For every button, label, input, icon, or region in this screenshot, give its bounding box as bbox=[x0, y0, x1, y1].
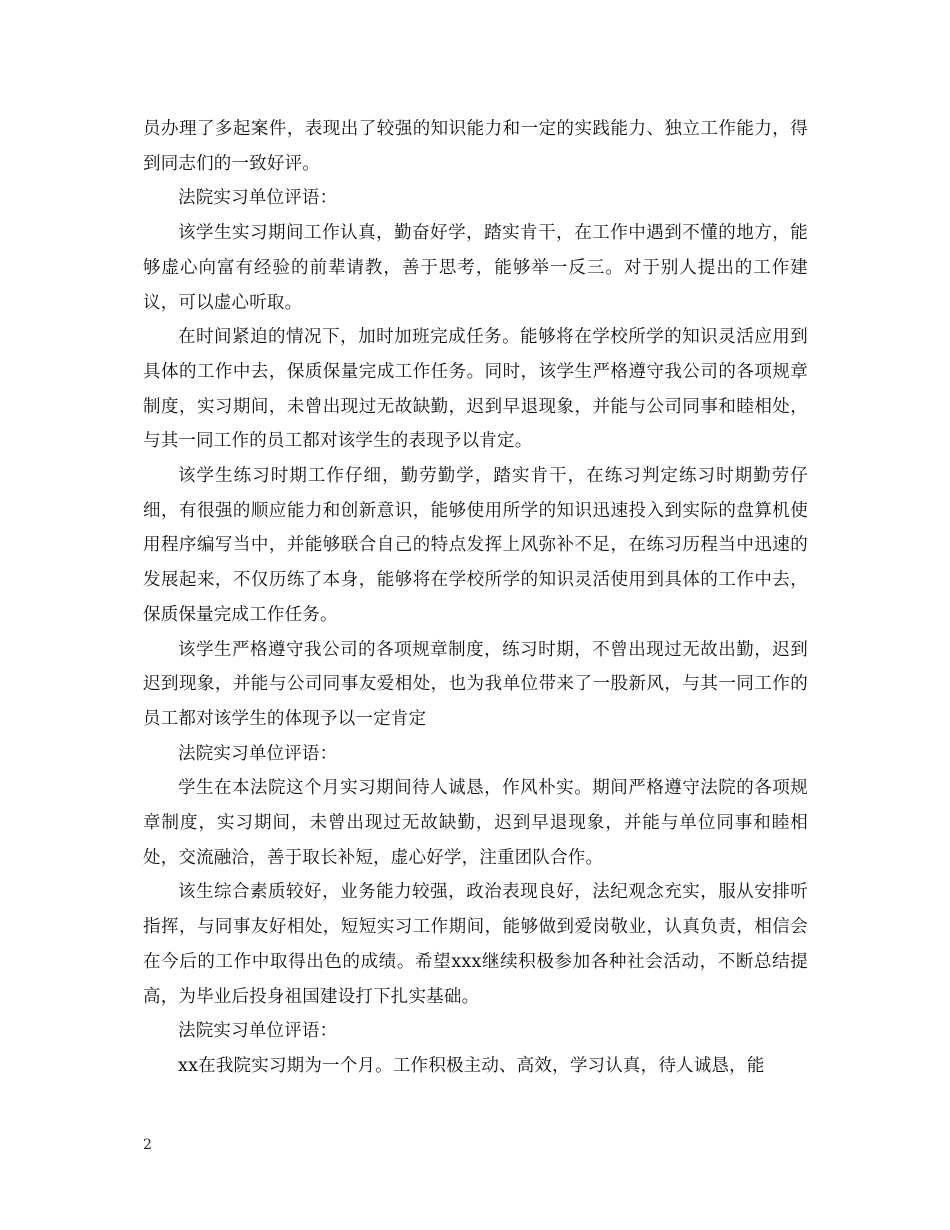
page-number: 2 bbox=[143, 1137, 152, 1153]
paragraph: 该学生练习时期工作仔细，勤劳勤学，踏实肯干，在练习判定练习时期勤劳仔细，有很强的顺应能力和创新意识，能够使用所学的知识迅速投入到实际的盘算机使用程序编写当中，并能够联合自己的特点发挥上风弥补不足，在练习历程当中迅速的发展起来，不仅历练了本身，能够将在学校所学的知识灵活使用到具体的工作中去，保质保量完成工作任务。 bbox=[143, 466, 808, 625]
section-heading: 法院实习单位评语： bbox=[178, 1021, 338, 1042]
section-heading: 法院实习单位评语： bbox=[178, 188, 338, 209]
paragraph: 员办理了多起案件，表现出了较强的知识能力和一定的实践能力、独立工作能力，得到同志们的一致好评。 bbox=[143, 119, 808, 174]
paragraph: 该生综合素质较好，业务能力较强，政治表现良好，法纪观念充实，服从安排听指挥，与同事友好相处，短短实习工作期间，能够做到爱岗敬业，认真负责，相信会在今后的工作中取得出色的成绩。希望xxx继续积极参加各种社会活动，不断总结提高，为毕业后投身祖国建设打下扎实基础。 bbox=[143, 882, 808, 1007]
paragraph: 学生在本法院这个月实习期间待人诚恳，作风朴实。期间严格遵守法院的各项规章制度，实习期间，未曾出现过无故缺勤，迟到早退现象，并能与单位同事和睦相处，交流融洽，善于取长补短，虚心好学，注重团队合作。 bbox=[143, 778, 808, 868]
paragraph: 该学生严格遵守我公司的各项规章制度，练习时期，不曾出现过无故出勤，迟到迟到现象，并能与公司同事友爱相处，也为我单位带来了一股新风，与其一同工作的员工都对该学生的体现予以一定肯定 bbox=[143, 639, 808, 729]
paragraph: xx在我院实习期为一个月。工作积极主动、高效，学习认真，待人诚恳，能 bbox=[178, 1055, 765, 1076]
paragraph: 在时间紧迫的情况下，加时加班完成任务。能够将在学校所学的知识灵活应用到具体的工作中去，保质保量完成工作任务。同时，该学生严格遵守我公司的各项规章制度，实习期间，未曾出现过无故缺勤，迟到早退现象，并能与公司同事和睦相处，与其一同工作的员工都对该学生的表现予以肯定。 bbox=[143, 327, 808, 452]
paragraph: 该学生实习期间工作认真，勤奋好学，踏实肯干，在工作中遇到不懂的地方，能够虚心向富有经验的前辈请教，善于思考，能够举一反三。对于别人提出的工作建议，可以虚心听取。 bbox=[143, 223, 808, 313]
document-body bbox=[143, 112, 808, 1084]
section-heading: 法院实习单位评语： bbox=[178, 743, 338, 764]
